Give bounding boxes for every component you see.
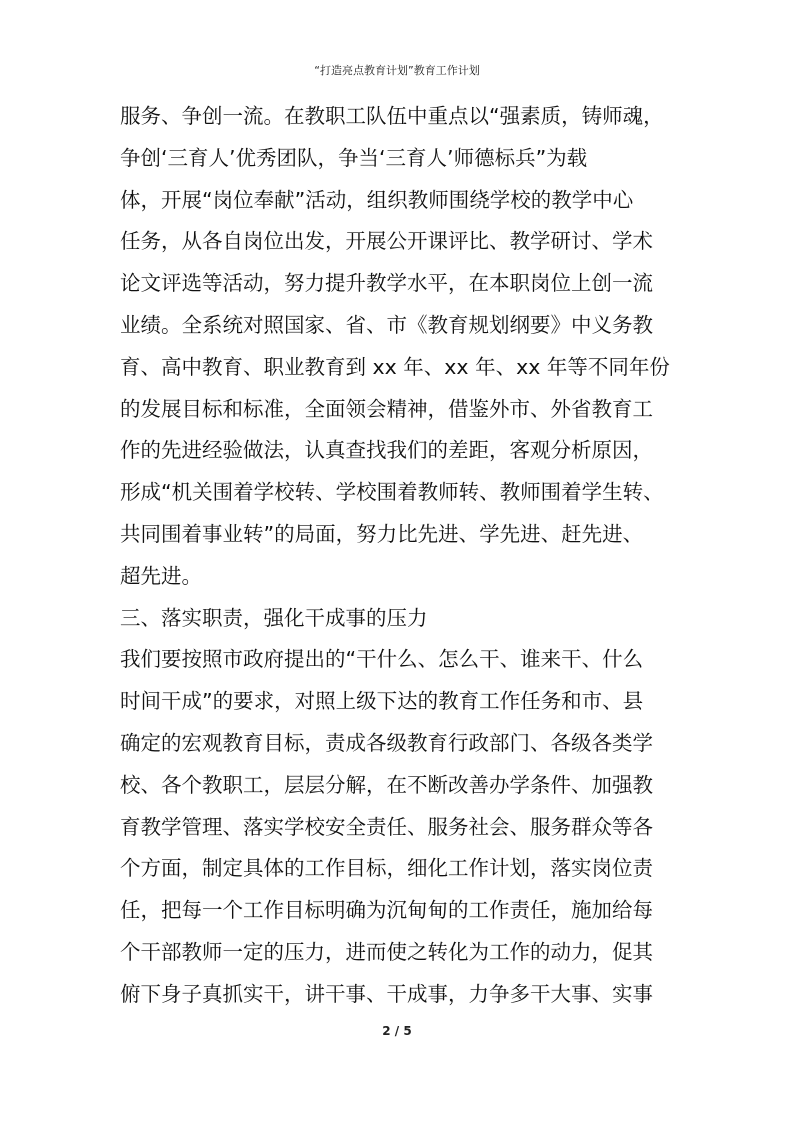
text-line: 作的先进经验做法，认真查找我们的差距，客观分析原因， <box>120 438 653 463</box>
text-line: 俯下身子真抓实干，讲干事、干成事，力争多干大事、实事 <box>120 981 653 1006</box>
text-line: 业绩。全系统对照国家、省、市《教育规划纲要》中义务教 <box>120 312 653 337</box>
text-line: 时间干成”的要求，对照上级下达的教育工作任务和市、县 <box>120 689 644 714</box>
text-line: 任，把每一个工作目标明确为沉甸甸的工作责任，施加给每 <box>120 898 653 923</box>
text-line: 论文评选等活动，努力提升教学水平，在本职岗位上创一流 <box>120 271 653 296</box>
text-line: 确定的宏观教育目标，责成各级教育行政部门、各级各类学 <box>120 730 653 755</box>
text-line: 校、各个教职工，层层分解，在不断改善办学条件、加强教 <box>120 772 653 797</box>
text-line: 的发展目标和标准，全面领会精神，借鉴外市、外省教育工 <box>120 396 653 421</box>
page-header: “打造亮点教育计划”教育工作计划 <box>314 64 480 77</box>
body-text <box>120 96 690 1016</box>
text-line: 服务、争创一流。在教职工队伍中重点以“强素质，铸师魂， <box>120 104 664 128</box>
text-line: 育教学管理、落实学校安全责任、服务社会、服务群众等各 <box>120 814 653 839</box>
text-line: 争创‘三育人’优秀团队，争当‘三育人’师德标兵”为载 <box>120 145 588 170</box>
text-line: 个干部教师一定的压力，进而使之转化为工作的动力，促其 <box>120 939 653 964</box>
text-line: 共同围着事业转”的局面，努力比先进、学先进、赶先进、 <box>120 521 644 546</box>
text-line: 我们要按照市政府提出的“干什么、怎么干、谁来干、什么 <box>120 647 644 672</box>
section-heading: 三、落实职责，强化干成事的压力 <box>120 605 428 630</box>
text-line: 形成“机关围着学校转、学校围着教师转、教师围着学生转、 <box>120 480 664 505</box>
text-line: 超先进。 <box>120 563 202 588</box>
text-line: 体，开展“岗位奉献”活动，组织教师围绕学校的教学中心 <box>120 187 634 212</box>
text-line: 育、高中教育、职业教育到 xx 年、xx 年、xx 年等不同年份 <box>120 354 670 379</box>
text-line: 任务，从各自岗位出发，开展公开课评比、教学研讨、学术 <box>120 229 653 254</box>
page-number: 2 / 5 <box>382 1024 412 1038</box>
text-line: 个方面，制定具体的工作目标，细化工作计划，落实岗位责 <box>120 856 653 881</box>
